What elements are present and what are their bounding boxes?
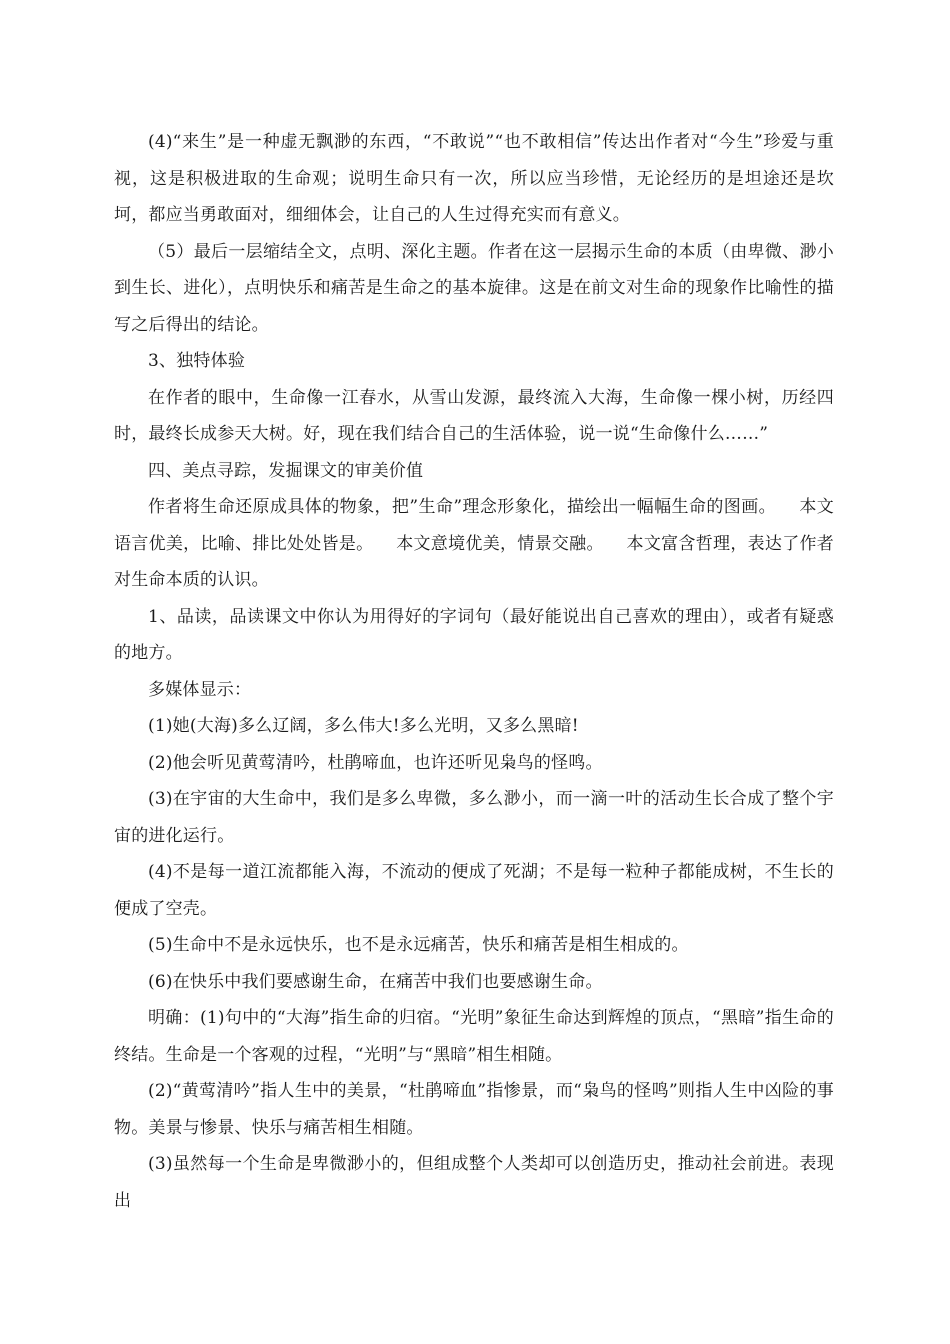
answer-explanation-1: 明确：(1)句中的“大海”指生命的归宿。“光明”象征生命达到辉煌的顶点，“黑暗”指生命的终结。生命是一个客观的过程，“光明”与“黑暗”相生相随。 <box>114 1008 834 1065</box>
quote-sentence-4: (4)不是每一道江流都能入海，不流动的便成了死湖；不是每一粒种子都能成树，不生长的便成了空壳。 <box>114 862 834 919</box>
answer-explanation-2: (2)“黄莺清吟”指人生中的美景，“杜鹃啼血”指惨景，而“枭鸟的怪鸣”则指人生中凶险的事物。美景与惨景、快乐与痛苦相生相随。 <box>114 1081 834 1138</box>
paragraph-multimedia-label: 多媒体显示： <box>148 679 252 700</box>
paragraph-conclusion-layer: （5）最后一层缩结全文，点明、深化主题。作者在这一层揭示生命的本质（由卑微、渺小到生长、进化），点明快乐和痛苦是生命之的基本旋律。这是在前文对生命的现象作比喻性的描写之后得出的结论。 <box>114 241 834 335</box>
quote-sentence-6: (6)在快乐中我们要感谢生命，在痛苦中我们也要感谢生命。 <box>148 971 603 992</box>
quote-sentence-5: (5)生命中不是永远快乐，也不是永远痛苦，快乐和痛苦是相生相成的。 <box>148 935 689 955</box>
paragraph-来生-analysis: (4)“来生”是一种虚无飘渺的东西，“不敢说”“也不敢相信”传达出作者对“今生”珍爱与重视，这是积极进取的生命观；说明生命只有一次，所以应当珍惜，无论经历的是坦途还是坎坷，都应当勇敢面对，细细体会，让自己的人生过得充实而有意义。 <box>114 132 834 225</box>
paragraph-aesthetic-summary: 作者将生命还原成具体的物象，把”生命”理念形象化，描绘出一幅幅生命的图画。 本文语言优美，比喻、排比处处皆是。 本文意境优美，情景交融。 本文富含哲理，表达了作者对生命本质的认识。 <box>114 497 834 590</box>
quote-sentence-3: (3)在宇宙的大生命中，我们是多么卑微，多么渺小，而一滴一叶的活动生长合成了整个宇宙的进化运行。 <box>114 789 834 846</box>
answer-explanation-3: (3)虽然每一个生命是卑微渺小的，但组成整个人类却可以创造历史，推动社会前进。表现出 <box>114 1154 834 1211</box>
section-heading-unique-experience: 3、独特体验 <box>148 351 246 371</box>
section-heading-aesthetic-value: 四、美点寻踪，发掘课文的审美价值 <box>148 460 424 481</box>
paragraph-life-metaphor: 在作者的眼中，生命像一江春水，从雪山发源，最终流入大海，生命像一棵小树，历经四时，最终长成参天大树。好，现在我们结合自己的生活体验，说一说“生命像什么……” <box>114 387 834 444</box>
quote-sentence-2: (2)他会听见黄莺清吟，杜鹃啼血，也许还听见枭鸟的怪鸣。 <box>148 752 603 773</box>
paragraph-reading-task: 1、品读，品读课文中你认为用得好的字词句（最好能说出自己喜欢的理由），或者有疑惑的地方。 <box>114 606 834 663</box>
quote-sentence-1: (1)她(大海)多么辽阔，多么伟大!多么光明，又多么黑暗! <box>148 716 579 736</box>
document-body <box>114 124 834 1219</box>
